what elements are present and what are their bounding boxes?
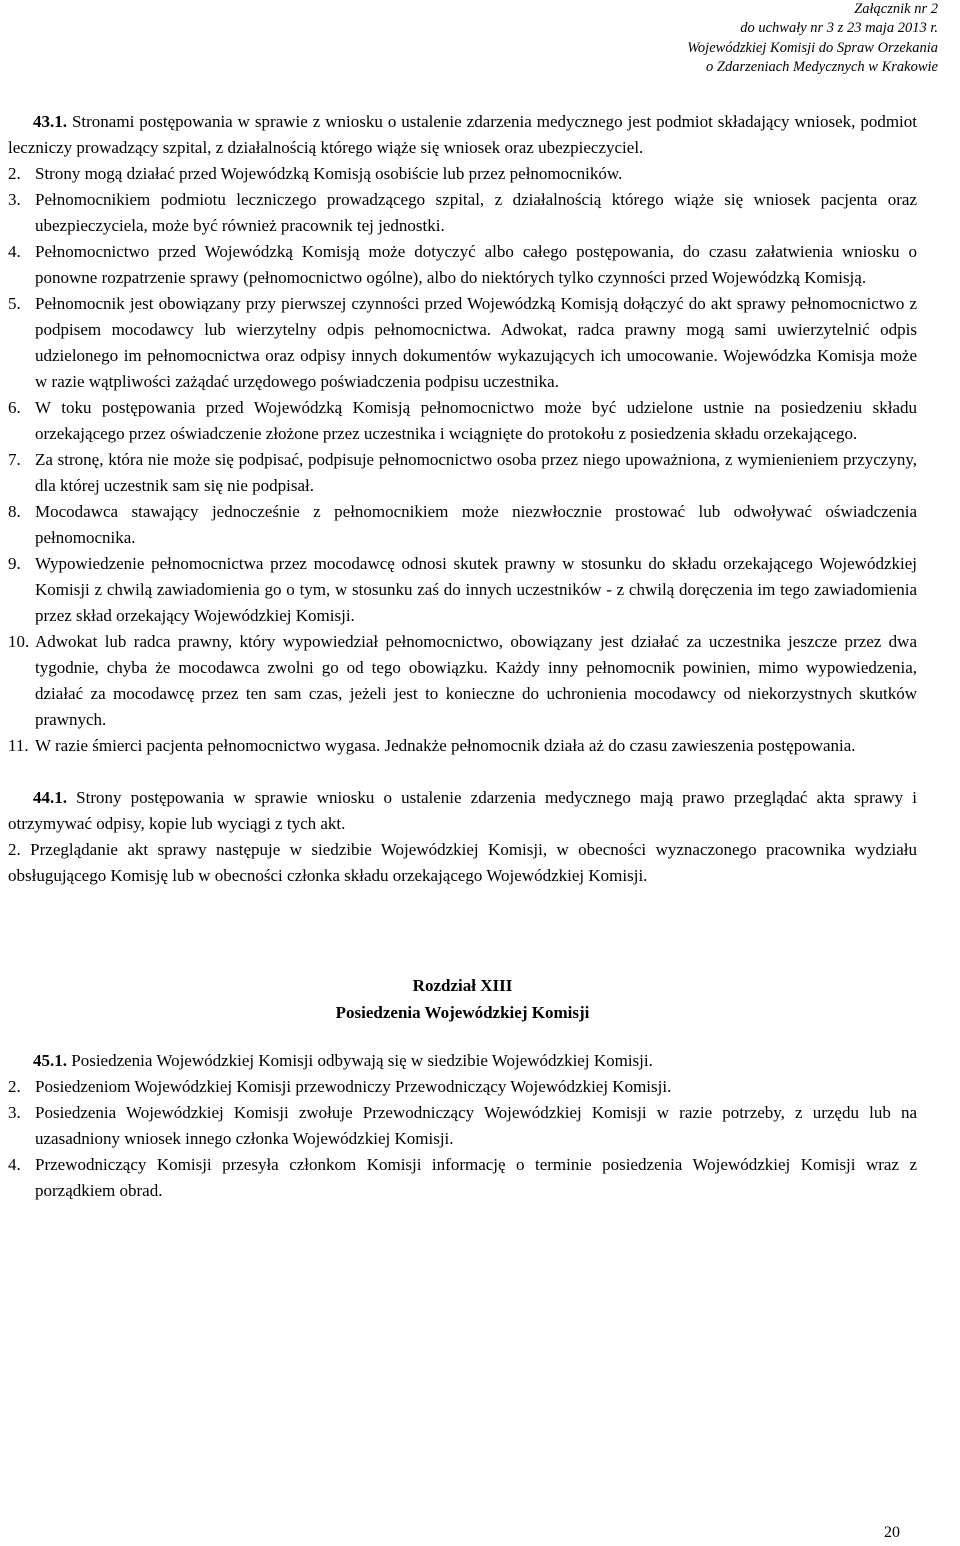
item-text: Posiedzenia Wojewódzkiej Komisji zwołuje Przewodniczący Wojewódzkiej Komisji w razie potrzeby, z urzędu lub na uzasadniony wniosek innego członka Wojewódzkiej Komisji. <box>35 1103 917 1148</box>
item-number: 5. <box>8 294 21 313</box>
item-text: Za stronę, która nie może się podpisać, podpisuje pełnomocnictwo osoba przez niego upoważniona, z wymienieniem przyczyny, dla której uczestnik sam się nie podpisał. <box>35 450 917 495</box>
item-text: Wypowiedzenie pełnomocnictwa przez mocodawcę odnosi skutek prawny w stosunku do składu orzekającego Wojewódzkiej Komisji z chwilą zawiadomienia go o tym, w stosunku zaś do innych uczestników - z chwilą doręczenia im tego zawiadomienia przez skład orzekający Wojewódzkiej Komisji. <box>35 554 917 625</box>
document-body <box>8 109 917 1204</box>
item-number: 2. <box>8 1077 21 1096</box>
item-number: 2. <box>8 164 21 183</box>
chapter-title: Rozdział XIII <box>412 976 513 995</box>
item-text: W toku postępowania przed Wojewódzką Komisją pełnomocnictwo może być udzielone ustnie na posiedzeniu składu orzekającego przez oświadczenie złożone przez uczestnika i wciągnięte do protokołu z posiedzenia składu orzekającego. <box>35 398 917 443</box>
article-43-item-9 <box>8 551 917 629</box>
item-text: Mocodawca stawający jednocześnie z pełnomocnikiem może niezwłocznie prostować lub odwoływać oświadczenia pełnomocnika. <box>35 502 917 547</box>
item-number: 2. <box>8 840 21 859</box>
article-45-item-1-number: 1. <box>54 1051 67 1070</box>
article-43-item-8 <box>8 499 917 551</box>
article-44-para-1 <box>8 785 917 837</box>
article-43-item-6 <box>8 395 917 447</box>
item-text: Przeglądanie akt sprawy następuje w siedzibie Wojewódzkiej Komisji, w obecności wyznaczonego pracownika wydziału obsługującego Komisję lub w obecności członka składu orzekającego Wojewódzkiej Komisji. <box>8 840 918 885</box>
article-43-item-3 <box>8 187 917 239</box>
attachment-header <box>418 0 938 77</box>
item-number: 4. <box>8 1155 21 1174</box>
article-44-item-1-text: Strony postępowania w sprawie wniosku o ustalenie zdarzenia medycznego mają prawo przeglądać akta sprawy i otrzymywać odpisy, kopie lub wyciągi z tych akt. <box>8 788 918 833</box>
item-number: 6. <box>8 398 21 417</box>
article-45-item-2 <box>8 1074 917 1100</box>
spacer <box>8 1026 917 1048</box>
article-43-item-2 <box>8 161 917 187</box>
item-number: 11. <box>8 736 29 755</box>
article-43-item-5 <box>8 291 917 395</box>
chapter-subtitle: Posiedzenia Wojewódzkiej Komisji <box>335 1003 590 1022</box>
header-line-1: Załącznik nr 2 <box>854 1 938 17</box>
item-number: 3. <box>8 190 21 209</box>
article-44-item-1-number: 1. <box>54 788 67 807</box>
article-45-item-4 <box>8 1152 917 1204</box>
article-44-item-2 <box>8 837 917 889</box>
article-43-item-1-number: 1. <box>54 112 67 131</box>
item-text: Strony mogą działać przed Wojewódzką Komisją osobiście lub przez pełnomocników. <box>35 164 623 183</box>
spacer <box>8 759 917 785</box>
item-text: Pełnomocnikiem podmiotu leczniczego prowadzącego szpital, z działalnością którego wiąże się wniosek pacjenta oraz ubezpieczyciela, może być również pracownik tej jednostki. <box>35 190 917 235</box>
article-43-number: 43. <box>33 112 55 131</box>
item-text: Posiedzeniom Wojewódzkiej Komisji przewodniczy Przewodniczący Wojewódzkiej Komisji. <box>35 1077 672 1096</box>
article-43-item-1-text: Stronami postępowania w sprawie z wniosku o ustalenie zdarzenia medycznego jest podmiot składający wniosek, podmiot leczniczy prowadzący szpital, z działalnością którego wiąże się wniosek oraz ubezpieczyciel. <box>8 112 918 157</box>
header-line-3: Wojewódzkiej Komisji do Spraw Orzekania <box>687 39 938 56</box>
item-text: Pełnomocnik jest obowiązany przy pierwszej czynności przed Wojewódzką Komisją dołączyć do akt sprawy pełnomocnictwo z podpisem mocodawcy lub wierzytelny odpis pełnomocnictwa. Adwokat, radca prawny mogą sami uwierzytelnić odpis udzielonego im pełnomocnictwa oraz odpisy innych dokumentów wykazujących ich umocowanie. Wojewódzka Komisja może w razie wątpliwości zażądać urzędowego poświadczenia podpisu uczestnika. <box>35 294 917 391</box>
item-number: 9. <box>8 554 21 573</box>
header-line-4: o Zdarzeniach Medycznych w Krakowie <box>706 58 938 75</box>
article-45-number: 45. <box>33 1051 55 1070</box>
header-line-2: do uchwały nr 3 z 23 maja 2013 r. <box>740 20 938 37</box>
item-number: 7. <box>8 450 21 469</box>
article-44-number: 44. <box>33 788 55 807</box>
article-43-item-11 <box>8 733 917 759</box>
item-number: 8. <box>8 502 21 521</box>
article-43-item-4 <box>8 239 917 291</box>
article-45-item-1-text: Posiedzenia Wojewódzkiej Komisji odbywają się w siedzibie Wojewódzkiej Komisji. <box>71 1051 653 1070</box>
article-43-para-1 <box>8 109 917 161</box>
item-text: Przewodniczący Komisji przesyła członkom Komisji informację o terminie posiedzenia Wojewódzkiej Komisji wraz z porządkiem obrad. <box>35 1155 917 1200</box>
page-number: 20 <box>884 1524 900 1541</box>
article-43-item-7 <box>8 447 917 499</box>
article-45-item-3 <box>8 1100 917 1152</box>
item-number: 3. <box>8 1103 21 1122</box>
article-45-para-1 <box>8 1048 917 1074</box>
item-text: Adwokat lub radca prawny, który wypowiedział pełnomocnictwo, obowiązany jest działać za uczestnika jeszcze przez dwa tygodnie, chyba że mocodawca zwolni go od tego obowiązku. Każdy inny pełnomocnik powinien, mimo wypowiedzenia, działać za mocodawcę przez ten sam czas, jeżeli jest to konieczne do uchronienia mocodawcy od niekorzystnych skutków prawnych. <box>35 632 917 729</box>
item-text: Pełnomocnictwo przed Wojewódzką Komisją może dotyczyć albo całego postępowania, do czasu załatwienia wniosku o ponowne rozpatrzenie sprawy (pełnomocnictwo ogólne), albo do niektórych tylko czynności przed Wojewódzką Komisją. <box>35 242 917 287</box>
item-number: 10. <box>8 632 30 651</box>
item-number: 4. <box>8 242 21 261</box>
item-text: W razie śmierci pacjenta pełnomocnictwo wygasa. Jednakże pełnomocnik działa aż do czasu zawieszenia postępowania. <box>35 736 856 755</box>
spacer <box>8 889 917 972</box>
article-43-item-10 <box>8 629 917 733</box>
